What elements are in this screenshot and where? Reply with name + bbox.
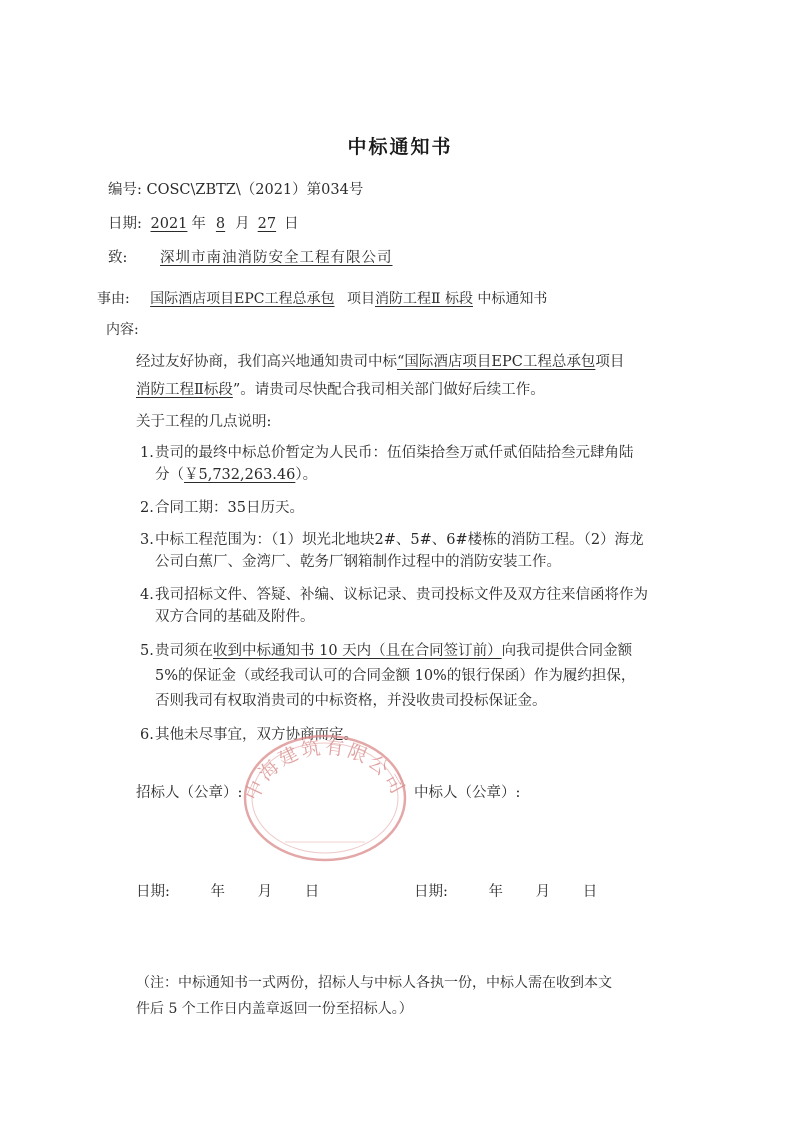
- intro-line-2: [136, 378, 545, 399]
- item-text: 中标工程范围为：（1）坝光北地块2#、5#、6#楼栋的消防工程。（2）海龙: [155, 532, 644, 548]
- winner-date: [414, 880, 597, 901]
- recipient-line: [108, 246, 399, 267]
- subject-project: 国际酒店项目EPC工程总承包: [150, 291, 335, 307]
- item-number: 1.: [140, 445, 154, 461]
- intro-section: 消防工程Ⅱ标段: [136, 382, 233, 398]
- winner-seal-label: 中标人（公章）:: [414, 785, 521, 801]
- recipient-company: 深圳市南油消防安全工程有限公司: [160, 250, 393, 266]
- list-item: [140, 528, 644, 549]
- item-number: 5.: [140, 643, 154, 659]
- document-number: [108, 178, 363, 199]
- sign-date-label: 日期:: [414, 884, 448, 900]
- list-item-continuation: 否则我司有权取消贵司的中标资格，并没收贵司投标保证金。: [155, 693, 547, 709]
- document-title: 中标通知书: [347, 136, 453, 158]
- item-number: 3.: [140, 532, 154, 548]
- footnote-line-1: （注：中标通知书一式两份，招标人与中标人各执一份，中标人需在收到本文: [136, 975, 612, 991]
- subject-tail: 中标通知书: [477, 291, 548, 307]
- date-year: 2021: [150, 216, 188, 232]
- contract-amount: ￥5,732,263.46: [184, 467, 296, 483]
- intro-text-1: 经过友好协商，我们高兴地通知贵司中标: [136, 354, 397, 370]
- sign-month: 月: [257, 884, 273, 900]
- notes-heading: 关于工程的几点说明:: [136, 414, 272, 430]
- date-year-char: 年: [191, 216, 206, 232]
- list-item-continuation: 双方合同的基础及附件。: [155, 609, 315, 625]
- list-item-continuation: 5%的保证金（或经我司认可的合同金额 10%的银行保函）作为履约担保，: [155, 668, 636, 684]
- list-item: [140, 441, 634, 462]
- date-month: 8: [215, 216, 226, 232]
- subject-section: 消防工程Ⅱ 标段: [374, 291, 473, 307]
- item-text: 贵司须在: [155, 643, 213, 659]
- item-text: 向我司提供合同金额: [501, 643, 633, 659]
- intro-project-suffix: 项目: [595, 354, 625, 370]
- item-number: 6.: [140, 727, 154, 743]
- item-text: 分（: [155, 467, 184, 483]
- to-label: 致:: [108, 250, 128, 266]
- date-day-char: 日: [284, 216, 299, 232]
- item-text: ）。: [295, 467, 318, 483]
- footnote-line-2: 件后 5 个工作日内盖章返回一份至招标人。）: [136, 1001, 413, 1017]
- number-value: COSC\ZBTZ\（2021）第034号: [146, 182, 364, 198]
- item-number: 2.: [140, 500, 154, 516]
- sign-year: 年: [210, 884, 225, 900]
- item-text: 贵司的最终中标总价暂定为人民币：伍佰柒拾叁万贰仟贰佰陆拾叁元肆角陆: [155, 445, 634, 461]
- list-item-continuation: [155, 463, 317, 484]
- item-text: 其他未尽事宜，双方协商而定。: [155, 727, 358, 743]
- item-text: 我司招标文件、答疑、补编、议标记录、贵司投标文件及双方往来信函将作为: [155, 587, 648, 603]
- content-label: 内容:: [106, 322, 139, 338]
- seal-text: 中海建筑有限公司: [241, 736, 410, 804]
- date-day: 27: [257, 216, 277, 232]
- subject-mid: 项目: [346, 291, 375, 307]
- subject-line: [97, 288, 547, 308]
- item-number: 4.: [140, 587, 154, 603]
- list-item: [140, 639, 632, 660]
- number-label: 编号:: [108, 182, 142, 198]
- date-label: 日期:: [108, 216, 142, 232]
- sign-year: 年: [488, 884, 503, 900]
- sign-day: 日: [304, 884, 320, 900]
- sign-date-label: 日期:: [136, 884, 170, 900]
- intro-project: “国际酒店项目EPC工程总承包: [397, 354, 596, 370]
- intro-text-2: ”。请贵司尽快配合我司相关部门做好后续工作。: [232, 382, 545, 398]
- company-seal-stamp: [235, 722, 415, 862]
- list-item: [140, 496, 304, 517]
- subject-label: 事由:: [97, 291, 130, 307]
- intro-line-1: [136, 350, 624, 371]
- list-item-continuation: 公司白蕉厂、金湾厂、乾务厂钢箱制作过程中的消防安装工作。: [155, 554, 561, 570]
- sign-day: 日: [582, 884, 598, 900]
- deadline-text: 收到中标通知书 10 天内（且在合同签订前）: [213, 643, 502, 659]
- document-date: [108, 212, 299, 233]
- tenderer-seal-label: 招标人（公章）:: [136, 785, 243, 801]
- date-month-char: 月: [235, 216, 250, 232]
- item-text: 合同工期：35日历天。: [155, 500, 304, 516]
- tenderer-date: [136, 880, 319, 901]
- list-item: [140, 583, 648, 604]
- sign-month: 月: [535, 884, 551, 900]
